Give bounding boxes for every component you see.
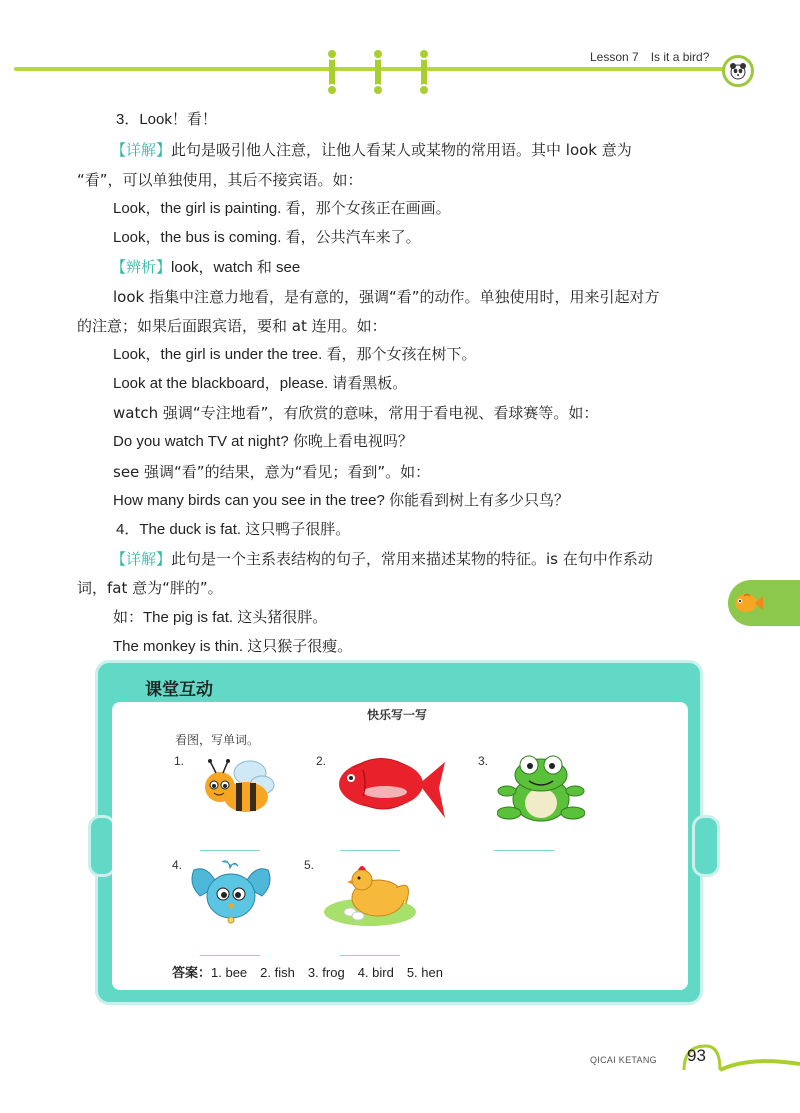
bird-icon [188, 856, 274, 930]
example-line: Look，the girl is under the tree. 看，那个女孩在树下。 [113, 346, 477, 363]
lesson-number: Lesson 7 [590, 50, 639, 64]
explanation-line: 【详解】此句是一个主系表结构的句子，常用来描述某物的特征。is 在句中作系动 [111, 550, 653, 568]
answer-blank[interactable] [200, 955, 260, 956]
answer-blank[interactable] [200, 850, 260, 851]
example-line: Look，the girl is painting. 看，那个女孩正在画画。 [113, 200, 451, 217]
item-number: 3. [478, 754, 489, 768]
text-line: look 指集中注意力地看，是有意的，强调“看”的动作。单独使用时，用来引起对方 [113, 288, 660, 306]
example-line: How many birds can you see in the tree? 你能看到树上有多少只鸟？ [113, 492, 569, 509]
binder-hook-dot [326, 84, 338, 96]
binder-hook-dot [418, 84, 430, 96]
item-number: 5. [304, 858, 315, 872]
answer-line [172, 962, 443, 981]
lesson-header [590, 50, 709, 64]
text-line: watch 强调“专注地看”，有欣赏的意味，常用于看电视、看球赛等。如： [113, 404, 599, 422]
explain-tag: 【详解】 [111, 141, 172, 159]
example-line: The monkey is thin. 这只猴子很瘦。 [113, 638, 353, 655]
fish-icon [333, 748, 447, 826]
binder-hook-dot [372, 48, 384, 60]
panda-badge-icon [722, 55, 754, 87]
activity-instruction: 看图，写单词。 [175, 733, 260, 747]
bee-icon [196, 755, 278, 821]
text-line: 词，fat 意为“胖的”。 [77, 579, 223, 597]
explanation-line: 【详解】此句是吸引他人注意，让他人看某人或某物的常用语。其中 look 意为 [111, 141, 632, 159]
binder-hook-dot [326, 48, 338, 60]
answer-blank[interactable] [494, 850, 554, 851]
activity-subtitle: 快乐写一写 [367, 708, 428, 722]
hen-icon [320, 858, 420, 930]
point-3-heading: 3．Look！看！ [116, 111, 217, 128]
discrimination-tag: 【辨析】 [111, 258, 172, 276]
fish-icon [732, 588, 764, 618]
text-line: “看”，可以单独使用，其后不接宾语。如： [77, 171, 363, 189]
answer-text: 1. bee 2. fish 3. frog 4. bird 5. hen [211, 965, 443, 980]
item-number: 2. [316, 754, 327, 768]
page-number: 93 [687, 1046, 706, 1065]
text-line: see 强调“看”的结果，意为“看见；看到”。如： [113, 463, 431, 481]
example-line: Do you watch TV at night? 你晚上看电视吗？ [113, 433, 413, 450]
activity-notch [692, 815, 720, 877]
side-tab [728, 580, 800, 626]
answer-blank[interactable] [340, 955, 400, 956]
example-line: 如：The pig is fat. 这头猪很胖。 [113, 609, 328, 626]
example-line: Look，the bus is coming. 看，公共汽车来了。 [113, 229, 421, 246]
explain-tag: 【详解】 [111, 550, 172, 568]
text-line: 的注意；如果后面跟宾语，要和 at 连用。如： [77, 317, 387, 335]
point-4-heading: 4．The duck is fat. 这只鸭子很胖。 [116, 521, 351, 538]
answer-label: 答案： [172, 966, 212, 981]
discrimination-line: 【辨析】look，watch 和 see [111, 258, 301, 276]
lesson-title: Is it a bird? [650, 50, 710, 64]
binder-hook-dot [418, 48, 430, 60]
frog-icon [497, 751, 585, 827]
footer-brand: QICAI KETANG [590, 1055, 657, 1065]
binder-hook-dot [372, 84, 384, 96]
activity-title: 课堂互动 [145, 680, 213, 700]
example-line: Look at the blackboard，please. 请看黑板。 [113, 375, 408, 392]
item-number: 1. [174, 754, 185, 768]
answer-blank[interactable] [340, 850, 400, 851]
item-number: 4. [172, 858, 183, 872]
